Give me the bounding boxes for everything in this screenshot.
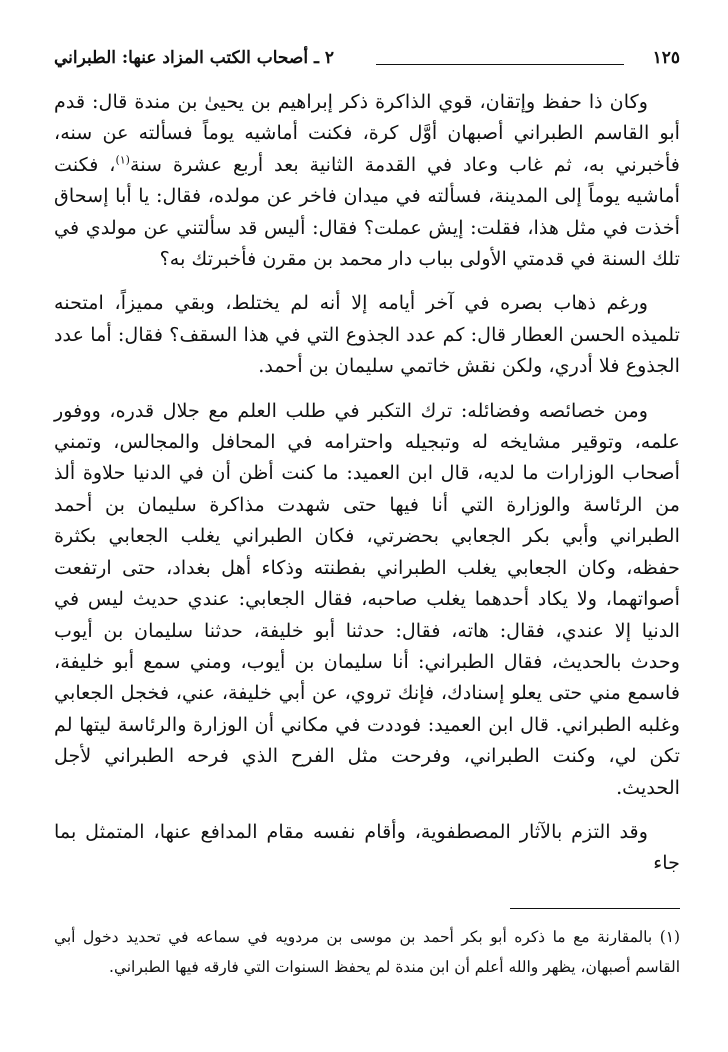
paragraph-athar: وقد التزم بالآثار المصطفوية، وأقام نفسه مقام المدافع عنها، المتمثل بما جاء bbox=[54, 819, 680, 875]
paragraph-memory bbox=[54, 86, 680, 274]
footnote-reference[interactable]: (١) bbox=[115, 153, 130, 167]
page-number: ١٢٥ bbox=[652, 48, 680, 68]
footnotes bbox=[54, 922, 680, 982]
main-text bbox=[54, 86, 680, 879]
running-head-title: ٢ ـ أصحاب الكتب المزاد عنها: الطبراني bbox=[54, 48, 335, 68]
paragraph-text: ، فكنت أماشيه يوماً إلى المدينة، فسألته في ميدان فاخر عن مولده، فقال: يا أبا إسحاق أخذت في مثل هذا، فقلت: إيش عملت؟ فقال: أليس قد سألتني عن مولدي في تلك السنة في قدمتي الأولى بباب دار محمد بن مقرن فأخبرتك به؟ bbox=[54, 152, 680, 271]
paragraph-eyesight: ورغم ذهاب بصره في آخر أيامه إلا أنه لم يختلط، وبقي مميزاً، امتحنه تلميذه الحسن العطار قال: كم عدد الجذوع التي في هذا السقف؟ فقال: أما عدد الجذوع فلا أدري، ولكن نقش خاتمي سليمان بن أحمد. bbox=[54, 291, 680, 378]
running-head bbox=[54, 40, 680, 76]
footnote-1: (١) بالمقارنة مع ما ذكره أبو بكر أحمد بن موسى بن مردويه في سماعه في تحديد دخول أبي القاسم أصبهان، يظهر والله أعلم أن ابن مندة لم يحفظ السنوات التي فارقه فيها الطبراني. bbox=[54, 928, 680, 976]
paragraph-virtues: ومن خصائصه وفضائله: ترك التكبر في طلب العلم مع جلال قدره، ووفور علمه، وتوقير مشايخه له وتبجيله واحترامه في المحافل والمجالس، وتمني أصحاب الوزارات ما لديه، قال ابن العميد: ما كنت أظن أن في الدنيا حلاوة ألذ من الرئاسة والوزارة التي أنا فيها حتى شهدت مذاكرة سليمان بن أحمد الطبراني وأبي بكر الجعابي بحضرتي، فكان الطبراني يغلب الجعابي بكثرة حفظه، وكان الجعابي يغلب الطبراني بفطنته وذكاء أهل بغداد، حتى ارتفعت أصواتهما، ولا يكاد أحدهما يغلب صاحبه، فقال الجعابي: عندي حديث ليس في الدنيا إلا عندي، فقال: هاته، فقال: حدثنا أبو خليفة، حدثنا سليمان بن أيوب وحدث بالحديث، فقال الطبراني: أنا سليمان بن أيوب، ومني سمع أبو خليفة، فاسمع مني حتى يعلو إسنادك، فإنك تروي، عن أبي خليفة، عني، فخجل الجعابي وغلبه الطبراني. قال ابن العميد: فوددت في مكاني أن الوزارة والرئاسة ليتها لم تكن لي، وكنت الطبراني، وفرحت مثل الفرح الذي فرحه الطبراني لأجل الحديث. bbox=[54, 398, 680, 799]
header-rule bbox=[376, 64, 624, 65]
footnote-rule bbox=[510, 908, 680, 909]
paragraph-text: وكان ذا حفظ وإتقان، قوي الذاكرة ذكر إبراهيم بن يحيىٰ بن مندة قال: قدم أبو القاسم الطبراني أصبهان أوَّل كرة، فكنت أماشيه يوماً فسألته عن سنه، فأخبرني به، ثم غاب وعاد في القدمة الثانية بعد أربع عشرة سنة bbox=[54, 90, 680, 176]
book-page bbox=[54, 40, 680, 1030]
